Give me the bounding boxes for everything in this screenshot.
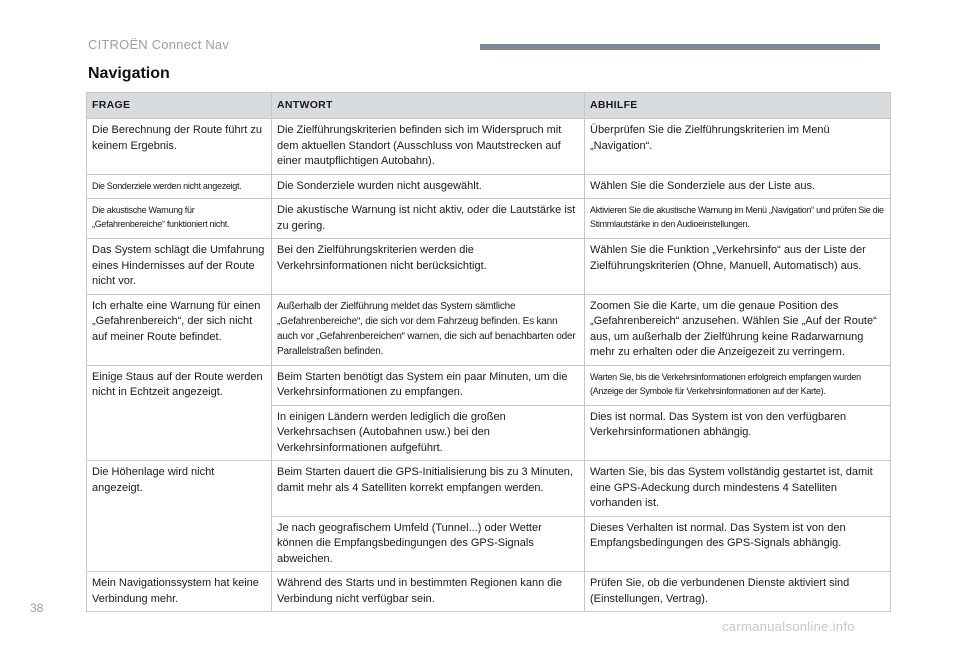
question-cell: Die Berechnung der Route führt zu keinem Ergebnis. xyxy=(87,119,272,175)
remedy-cell: Warten Sie, bis die Verkehrsinformationen erfolgreich empfangen wurden (Anzeige der Symbole für Verkehrsinformationen auf der Karte). xyxy=(585,365,891,405)
question-cell: Einige Staus auf der Route werden nicht in Echtzeit angezeigt. xyxy=(87,365,272,461)
answer-cell: Die akustische Warnung ist nicht aktiv, oder die Lautstärke ist zu gering. xyxy=(272,199,585,239)
remedy-cell: Wählen Sie die Funktion „Verkehrsinfo“ aus der Liste der Zielführungskriterien (Ohne, Manuell, Automatisch) aus. xyxy=(585,239,891,295)
column-header-antwort: ANTWORT xyxy=(272,93,585,119)
remedy-cell: Überprüfen Sie die Zielführungskriterien im Menü „Navigation“. xyxy=(585,119,891,175)
answer-cell: Bei den Zielführungskriterien werden die Verkehrsinformationen nicht berücksichtigt. xyxy=(272,239,585,295)
question-cell: Mein Navigationssystem hat keine Verbindung mehr. xyxy=(87,572,272,612)
remedy-cell: Wählen Sie die Sonderziele aus der Liste aus. xyxy=(585,174,891,199)
header-divider-bar xyxy=(480,44,880,50)
watermark: carmanualsonline.info xyxy=(722,619,855,634)
table-row xyxy=(87,174,891,199)
answer-cell: In einigen Ländern werden lediglich die großen Verkehrsachsen (Autobahnen usw.) bei den Verkehrsinformationen aufgeführt. xyxy=(272,405,585,461)
remedy-cell: Zoomen Sie die Karte, um die genaue Position des „Gefahrenbereich“ anzusehen. Wählen Sie „Auf der Route“ aus, um außerhalb der Zielführung keine Radarwarnung mehr zu erhalten oder die Anzeigezeit zu verringern. xyxy=(585,294,891,365)
answer-cell: Die Zielführungskriterien befinden sich im Widerspruch mit dem aktuellen Standort (Ausschluss von Mautstrecken auf einer mautpflichtigen Autobahn). xyxy=(272,119,585,175)
question-cell: Das System schlägt die Umfahrung eines Hindernisses auf der Route nicht vor. xyxy=(87,239,272,295)
remedy-cell: Dieses Verhalten ist normal. Das System ist von den Empfangsbedingungen des GPS-Signals abhängig. xyxy=(585,516,891,572)
table-header-row xyxy=(87,93,891,119)
table-row xyxy=(87,461,891,517)
table-row xyxy=(87,365,891,405)
column-header-abhilfe: ABHILFE xyxy=(585,93,891,119)
remedy-cell: Dies ist normal. Das System ist von den verfügbaren Verkehrsinformationen abhängig. xyxy=(585,405,891,461)
remedy-cell: Prüfen Sie, ob die verbundenen Dienste aktiviert sind (Einstellungen, Vertrag). xyxy=(585,572,891,612)
table-row xyxy=(87,572,891,612)
answer-cell: Beim Starten dauert die GPS-Initialisierung bis zu 3 Minuten, damit mehr als 4 Satelliten korrekt empfangen werden. xyxy=(272,461,585,517)
table-row xyxy=(87,294,891,365)
answer-cell: Je nach geografischem Umfeld (Tunnel...) oder Wetter können die Empfangsbedingungen des GPS-Signals abweichen. xyxy=(272,516,585,572)
table-row xyxy=(87,199,891,239)
table-row xyxy=(87,119,891,175)
question-cell: Ich erhalte eine Warnung für einen „Gefahrenbereich“, der sich nicht auf meiner Route befindet. xyxy=(87,294,272,365)
troubleshooting-table xyxy=(86,92,891,612)
answer-cell: Beim Starten benötigt das System ein paar Minuten, um die Verkehrsinformationen zu empfangen. xyxy=(272,365,585,405)
remedy-cell: Aktivieren Sie die akustische Warnung im Menü „Navigation“ und prüfen Sie die Stimmlautstärke in den Audioeinstellungen. xyxy=(585,199,891,239)
table-row xyxy=(87,239,891,295)
answer-cell: Außerhalb der Zielführung meldet das System sämtliche „Gefahrenbereiche“, die sich vor dem Fahrzeug befinden. Es kann auch vor „Gefahrenbereichen“ warnen, die sich auf benachbarten oder Parallelstraßen befinden. xyxy=(272,294,585,365)
manual-header: CITROËN Connect Nav xyxy=(88,37,230,52)
page-number: 38 xyxy=(30,601,44,615)
question-cell: Die Höhenlage wird nicht angezeigt. xyxy=(87,461,272,572)
column-header-frage: FRAGE xyxy=(87,93,272,119)
remedy-cell: Warten Sie, bis das System vollständig gestartet ist, damit eine GPS-Adeckung durch mindestens 4 Satelliten vorhanden ist. xyxy=(585,461,891,517)
answer-cell: Während des Starts und in bestimmten Regionen kann die Verbindung nicht verfügbar sein. xyxy=(272,572,585,612)
section-title: Navigation xyxy=(88,65,170,82)
question-cell: Die akustische Warnung für „Gefahrenbereiche“ funktioniert nicht. xyxy=(87,199,272,239)
answer-cell: Die Sonderziele wurden nicht ausgewählt. xyxy=(272,174,585,199)
question-cell: Die Sonderziele werden nicht angezeigt. xyxy=(87,174,272,199)
